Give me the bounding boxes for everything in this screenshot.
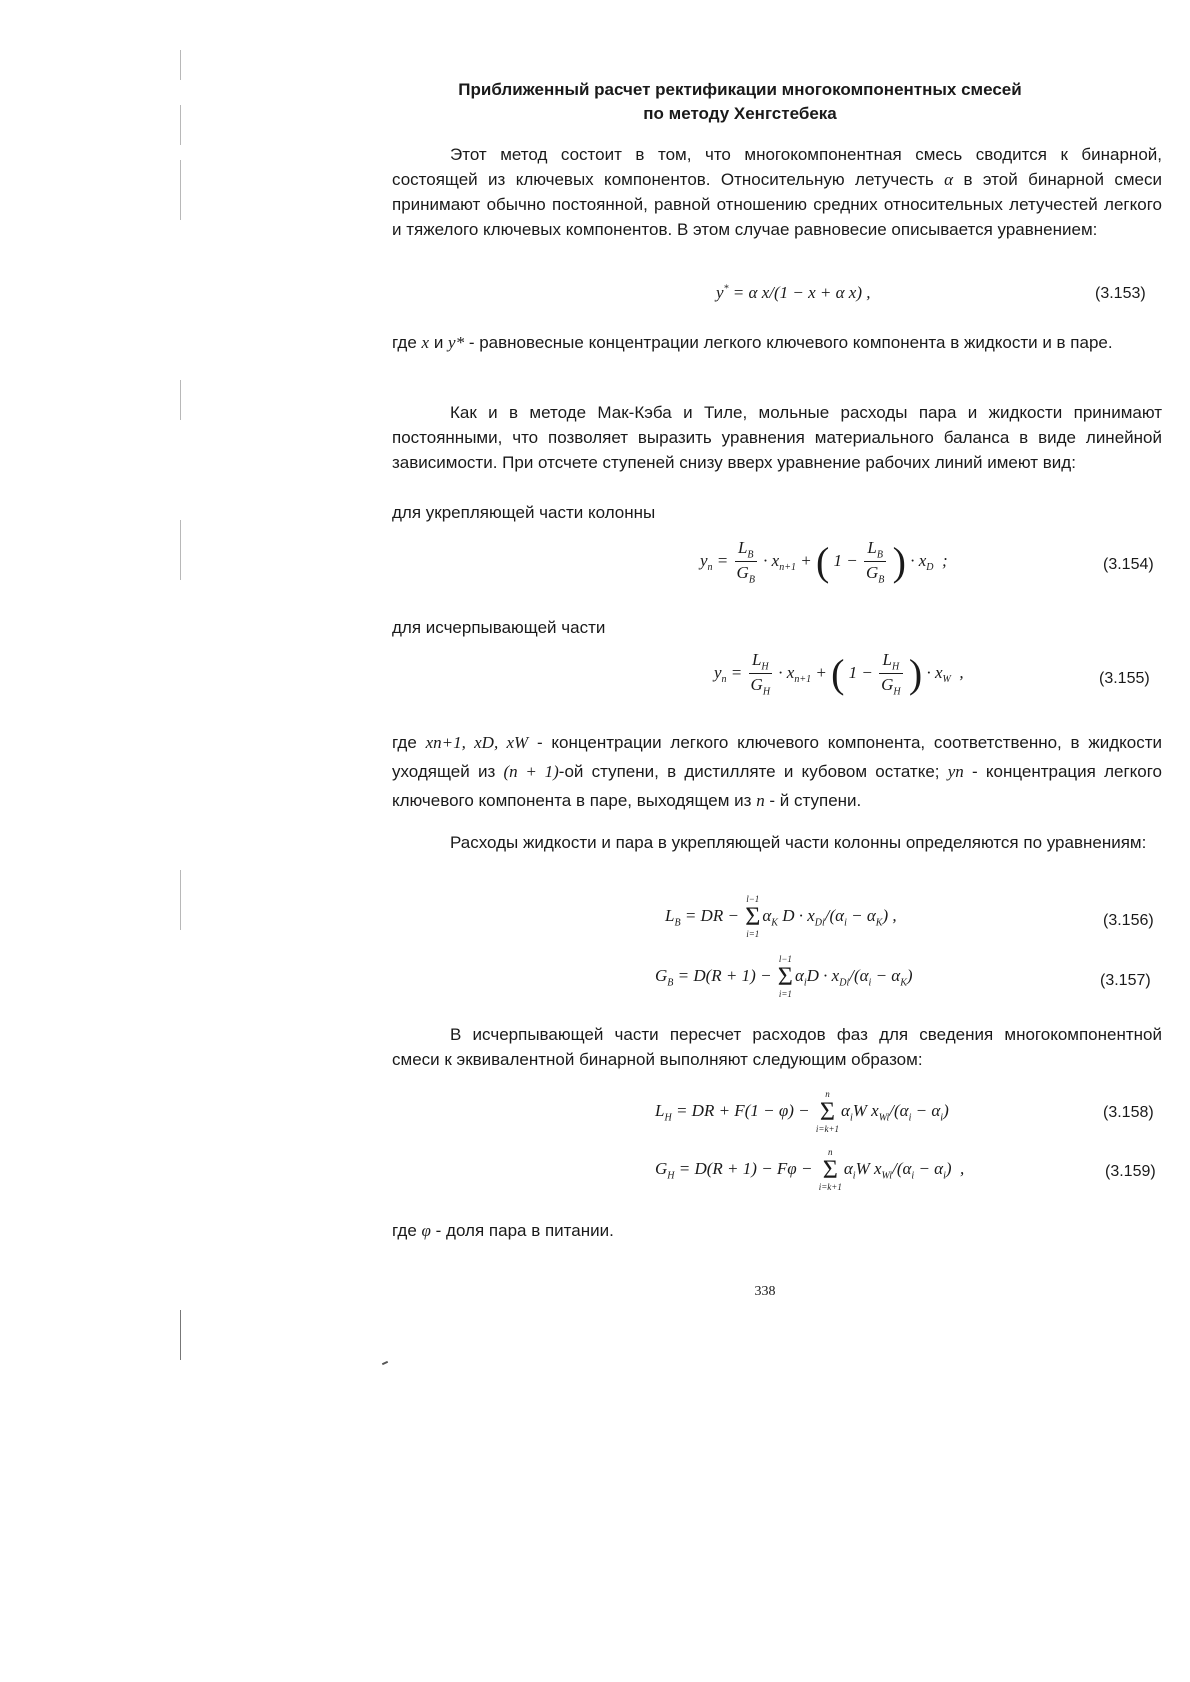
equation-3-157: $G_B = D(R + 1)$ − l−1 Σ i=1 $\alpha_iD \cdot x_{Di}/(\alpha_i - \alpha_K)$ — [655, 954, 913, 999]
yn-symbol: yn — [947, 762, 964, 781]
equation-number: (3.159) — [1105, 1163, 1156, 1180]
title-line-2: по методу Хенгстебека — [643, 104, 837, 123]
paragraph-vapor-fraction — [392, 1218, 614, 1243]
vars-text-4: - концентрация легкого ключевого компонента в паре, выходящем из — [392, 762, 1163, 810]
scan-artifact-mark — [382, 1361, 388, 1365]
scan-margin-line — [180, 50, 181, 80]
equation-number: (3.153) — [1095, 285, 1146, 302]
vars-text-5: - й ступени. — [764, 791, 862, 810]
paragraph-flow-rates — [392, 830, 1162, 855]
equation-3-153: y* = α x/(1 − x + α x) , — [716, 283, 871, 302]
intro-text-1: Этот метод состоит в том, что многокомпонентная смесь сводится к бинарной, состоящей из ключевых компонентов. Относительную летучесть — [392, 145, 1162, 189]
equation-number: (3.155) — [1099, 670, 1150, 687]
eq-note-and: и — [429, 333, 449, 352]
scan-margin-line — [180, 1310, 181, 1360]
equation-number: (3.156) — [1103, 912, 1154, 929]
scan-margin-line — [180, 870, 181, 930]
equation-3-154: $y_n$ = $\frac{L_B}{G_B}$ · $x_{n+1}$ + ( 1 − $\frac{L_B}{G_B}$ ) · $x_D$ ; — [700, 538, 948, 586]
label-rectifying-section: для укрепляющей части колонны — [392, 503, 656, 522]
paragraph-stripping-recalc — [392, 1022, 1162, 1072]
page-title — [395, 78, 1085, 126]
mccabe-text: Как и в методе Мак-Кэба и Тиле, мольные расходы пара и жидкости принимают постоянными, что позволяет выразить уравнения материального баланса в виде линейной зависимости. При отсчете ступеней снизу вверх уравнение рабочих линий имеют вид: — [392, 403, 1162, 472]
step-symbol: (n + 1) — [503, 762, 559, 781]
equation-3-158: $L_H$ = DR + F(1 − φ) − n Σ i=k+1 $\alpha_iW$ $x_{Wi}/(\alpha_i - \alpha_i)$ — [655, 1089, 949, 1134]
intro-text-2: в этой бинарной смеси принимают обычно постоянной, равной отношению средних относительных летучестей легкого и тяжелого ключевых компонентов. В этом случае равновесие описывается уравнением: — [392, 170, 1162, 239]
paragraph-mccabe-thiele — [392, 400, 1162, 475]
n-symbol: n — [756, 791, 765, 810]
label-stripping-section: для исчерпывающей части — [392, 618, 606, 637]
paragraph-equilibrium-note — [392, 330, 1162, 355]
equation-3-156: $L_B$ = DR − l−1 Σ i=1 $\alpha_K$ $D \cdot x_{Di}/(\alpha_i - \alpha_K)$ , — [665, 894, 897, 939]
scan-margin-line — [180, 520, 181, 580]
paragraph-variables — [392, 728, 1162, 815]
equation-3-159: $G_H = D(R + 1) - F\varphi$ − n Σ i=k+1 $\alpha_iW$ $x_{Wi}/(\alpha_i - \alpha_i)$ , — [655, 1147, 965, 1192]
page-number: 338 — [754, 1284, 776, 1299]
vars-text-1: где — [392, 733, 426, 752]
vars-text-2: - концентрации легкого ключевого компонента, соответственно, в жидкости уходящей из — [392, 733, 1162, 781]
equation-number: (3.154) — [1103, 556, 1154, 573]
scan-margin-line — [180, 160, 181, 220]
equation-3-155: $y_n$ = $\frac{L_H}{G_H}$ · $x_{n+1}$ + ( 1 − $\frac{L_H}{G_H}$ ) · $x_W$ , — [714, 650, 964, 698]
x-symbol: x — [421, 333, 430, 352]
stripping-recalc-text: В исчерпывающей части пересчет расходов фаз для сведения многокомпонентной смеси к эквивалентной бинарной выполняют следующим образом: — [392, 1025, 1162, 1069]
vapor-text-2: - доля пара в питании. — [430, 1221, 614, 1240]
vars-text-3: -ой ступени, в дистилляте и кубовом остатке; — [558, 762, 948, 781]
scan-margin-line — [180, 380, 181, 420]
concentration-symbols: xn+1, xD, xW — [425, 733, 529, 752]
flow-rates-text: Расходы жидкости и пара в укрепляющей части колонны определяются по уравнениям: — [450, 833, 1147, 852]
alpha-symbol: α — [944, 170, 954, 189]
title-line-1: Приближенный расчет ректификации многокомпонентных смесей — [458, 80, 1022, 99]
eq-note-text-1: где — [392, 333, 422, 352]
eq-note-text-2: - равновесные концентрации легкого ключевого компонента в жидкости и в паре. — [464, 333, 1113, 352]
y-star-symbol: y* — [448, 333, 465, 352]
equation-number: (3.158) — [1103, 1104, 1154, 1121]
equation-number: (3.157) — [1100, 972, 1151, 989]
vapor-text-1: где — [392, 1221, 422, 1240]
phi-symbol: φ — [421, 1221, 431, 1240]
paragraph-intro — [392, 142, 1162, 242]
scan-margin-line — [180, 105, 181, 145]
